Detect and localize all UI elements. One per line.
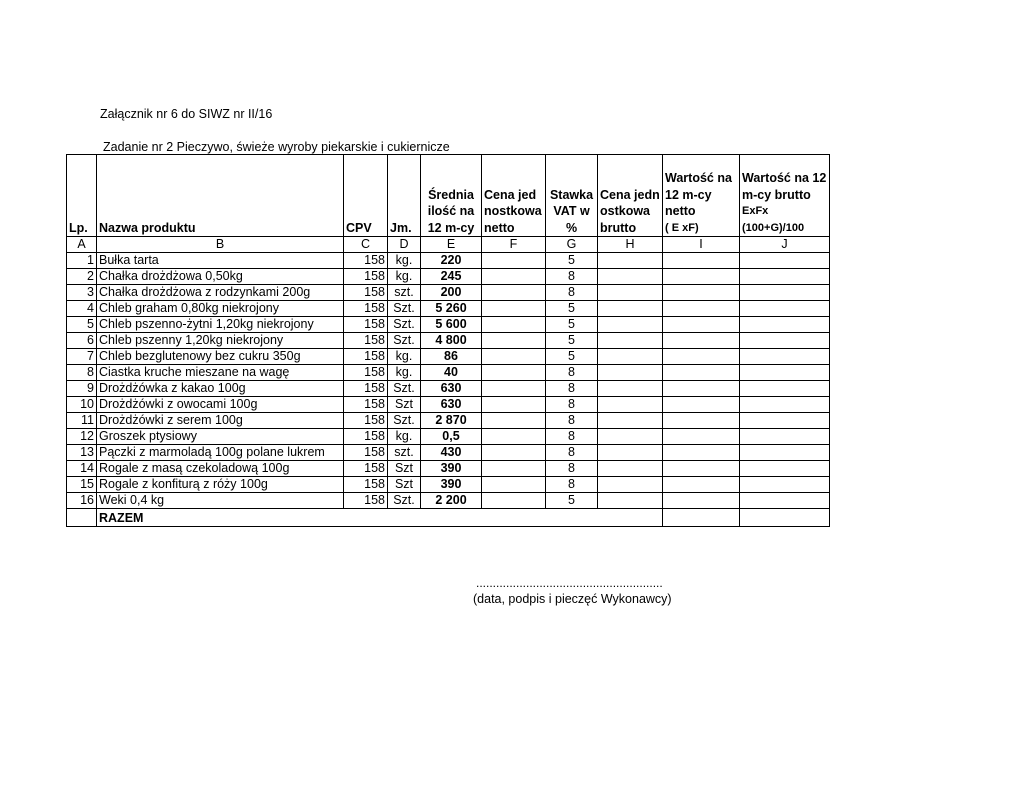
total-label: RAZEM <box>97 509 663 527</box>
row-value-net[interactable] <box>663 365 740 381</box>
row-value-net[interactable] <box>663 477 740 493</box>
row-qty: 200 <box>421 285 482 301</box>
row-value-net[interactable] <box>663 285 740 301</box>
row-unit-gross[interactable] <box>598 493 663 509</box>
total-row <box>67 509 830 527</box>
row-qty: 4 800 <box>421 333 482 349</box>
row-lp: 15 <box>67 477 97 493</box>
row-jm: szt. <box>388 445 421 461</box>
header-name: Nazwa produktu <box>97 155 344 237</box>
row-value-gross[interactable] <box>740 349 830 365</box>
row-lp: 6 <box>67 333 97 349</box>
header-value-net <box>663 155 740 237</box>
row-lp: 11 <box>67 413 97 429</box>
table-row <box>67 413 830 429</box>
row-value-gross[interactable] <box>740 397 830 413</box>
row-qty: 86 <box>421 349 482 365</box>
row-unit-net[interactable] <box>482 445 546 461</box>
row-name: Weki 0,4 kg <box>97 493 344 509</box>
row-unit-net[interactable] <box>482 461 546 477</box>
row-cpv: 158 <box>344 333 388 349</box>
row-name: Bułka tarta <box>97 253 344 269</box>
header-qty: Średnia ilość na 12 m-cy <box>421 155 482 237</box>
header-jm: Jm. <box>388 155 421 237</box>
total-value-net[interactable] <box>663 509 740 527</box>
header-value-net-label: Wartość na 12 m-cy netto <box>665 171 732 218</box>
table-row <box>67 317 830 333</box>
attachment-title: Załącznik nr 6 do SIWZ nr II/16 <box>100 107 273 121</box>
row-cpv: 158 <box>344 477 388 493</box>
row-lp: 7 <box>67 349 97 365</box>
row-cpv: 158 <box>344 269 388 285</box>
row-unit-gross[interactable] <box>598 365 663 381</box>
row-lp: 9 <box>67 381 97 397</box>
row-vat: 8 <box>546 365 598 381</box>
row-cpv: 158 <box>344 413 388 429</box>
row-name: Chleb bezglutenowy bez cukru 350g <box>97 349 344 365</box>
table-row <box>67 381 830 397</box>
table-row <box>67 285 830 301</box>
row-unit-net[interactable] <box>482 493 546 509</box>
row-unit-gross[interactable] <box>598 413 663 429</box>
row-value-gross[interactable] <box>740 445 830 461</box>
row-jm: Szt. <box>388 413 421 429</box>
row-vat: 5 <box>546 493 598 509</box>
row-jm: kg. <box>388 269 421 285</box>
row-value-gross[interactable] <box>740 461 830 477</box>
row-unit-gross[interactable] <box>598 349 663 365</box>
row-qty: 5 260 <box>421 301 482 317</box>
letter-a: A <box>67 237 97 253</box>
row-cpv: 158 <box>344 301 388 317</box>
row-unit-net[interactable] <box>482 381 546 397</box>
row-vat: 5 <box>546 333 598 349</box>
signature-line: ........................................................ <box>476 576 663 590</box>
letter-b: B <box>97 237 344 253</box>
total-value-gross[interactable] <box>740 509 830 527</box>
row-vat: 5 <box>546 317 598 333</box>
row-qty: 220 <box>421 253 482 269</box>
header-value-net-formula: ( E xF) <box>665 221 699 234</box>
row-value-gross[interactable] <box>740 269 830 285</box>
row-value-net[interactable] <box>663 253 740 269</box>
row-value-net[interactable] <box>663 493 740 509</box>
row-lp: 1 <box>67 253 97 269</box>
header-value-gross <box>740 155 830 237</box>
row-qty: 430 <box>421 445 482 461</box>
row-vat: 8 <box>546 285 598 301</box>
row-jm: Szt <box>388 461 421 477</box>
row-name: Rogale z masą czekoladową 100g <box>97 461 344 477</box>
letter-c: C <box>344 237 388 253</box>
row-unit-gross[interactable] <box>598 253 663 269</box>
row-jm: kg. <box>388 349 421 365</box>
row-lp: 10 <box>67 397 97 413</box>
row-lp: 16 <box>67 493 97 509</box>
row-vat: 8 <box>546 381 598 397</box>
row-unit-gross[interactable] <box>598 461 663 477</box>
row-value-gross[interactable] <box>740 317 830 333</box>
header-value-gross-formula-1: ExFx <box>742 205 769 217</box>
row-vat: 5 <box>546 349 598 365</box>
row-value-net[interactable] <box>663 301 740 317</box>
header-row <box>67 155 830 237</box>
row-jm: Szt. <box>388 317 421 333</box>
row-value-gross[interactable] <box>740 333 830 349</box>
row-lp: 8 <box>67 365 97 381</box>
header-vat: Stawka VAT w % <box>546 155 598 237</box>
row-unit-net[interactable] <box>482 413 546 429</box>
row-jm: Szt <box>388 397 421 413</box>
header-value-gross-label: Wartość na 12 m-cy brutto <box>742 171 827 202</box>
table-row <box>67 349 830 365</box>
row-unit-net[interactable] <box>482 253 546 269</box>
header-value-gross-formula-2: (100+G)/100 <box>742 221 805 234</box>
row-value-net[interactable] <box>663 269 740 285</box>
letter-j: J <box>740 237 830 253</box>
row-lp: 5 <box>67 317 97 333</box>
row-qty: 390 <box>421 477 482 493</box>
row-vat: 8 <box>546 413 598 429</box>
row-qty: 2 200 <box>421 493 482 509</box>
table-row <box>67 365 830 381</box>
row-jm: kg. <box>388 253 421 269</box>
row-vat: 8 <box>546 477 598 493</box>
row-qty: 5 600 <box>421 317 482 333</box>
row-jm: kg. <box>388 429 421 445</box>
row-cpv: 158 <box>344 397 388 413</box>
header-unit-gross: Cena jednostkowa brutto <box>598 155 663 237</box>
row-jm: kg. <box>388 365 421 381</box>
row-cpv: 158 <box>344 429 388 445</box>
row-qty: 40 <box>421 365 482 381</box>
row-vat: 5 <box>546 253 598 269</box>
price-table <box>66 154 830 527</box>
header-cpv: CPV <box>344 155 388 237</box>
row-value-net[interactable] <box>663 445 740 461</box>
row-cpv: 158 <box>344 365 388 381</box>
letter-e: E <box>421 237 482 253</box>
row-qty: 2 870 <box>421 413 482 429</box>
row-jm: Szt. <box>388 301 421 317</box>
row-unit-gross[interactable] <box>598 429 663 445</box>
row-cpv: 158 <box>344 349 388 365</box>
row-name: Chleb pszenny 1,20kg niekrojony <box>97 333 344 349</box>
row-value-net[interactable] <box>663 413 740 429</box>
row-unit-net[interactable] <box>482 317 546 333</box>
letter-g: G <box>546 237 598 253</box>
column-letters-row <box>67 237 830 253</box>
row-unit-gross[interactable] <box>598 397 663 413</box>
row-vat: 8 <box>546 269 598 285</box>
row-lp: 4 <box>67 301 97 317</box>
row-vat: 8 <box>546 445 598 461</box>
row-cpv: 158 <box>344 445 388 461</box>
row-value-gross[interactable] <box>740 381 830 397</box>
row-name: Groszek ptysiowy <box>97 429 344 445</box>
row-lp: 2 <box>67 269 97 285</box>
row-value-net[interactable] <box>663 349 740 365</box>
row-name: Chałka drożdżowa z rodzynkami 200g <box>97 285 344 301</box>
row-name: Chałka drożdżowa 0,50kg <box>97 269 344 285</box>
table-row <box>67 493 830 509</box>
row-jm: Szt. <box>388 381 421 397</box>
row-value-net[interactable] <box>663 317 740 333</box>
row-vat: 8 <box>546 429 598 445</box>
row-name: Drożdżówki z owocami 100g <box>97 397 344 413</box>
row-unit-gross[interactable] <box>598 477 663 493</box>
row-qty: 630 <box>421 397 482 413</box>
row-value-gross[interactable] <box>740 477 830 493</box>
row-value-gross[interactable] <box>740 253 830 269</box>
row-value-gross[interactable] <box>740 285 830 301</box>
row-vat: 8 <box>546 461 598 477</box>
row-qty: 245 <box>421 269 482 285</box>
row-unit-net[interactable] <box>482 269 546 285</box>
row-name: Rogale z konfiturą z róży 100g <box>97 477 344 493</box>
row-name: Drożdżówki z serem 100g <box>97 413 344 429</box>
total-spacer <box>67 509 97 527</box>
table-row <box>67 477 830 493</box>
row-unit-net[interactable] <box>482 349 546 365</box>
table-row <box>67 397 830 413</box>
task-title: Zadanie nr 2 Pieczywo, świeże wyroby piekarskie i cukiernicze <box>103 140 450 154</box>
row-jm: Szt. <box>388 493 421 509</box>
table-row <box>67 461 830 477</box>
row-name: Ciastka kruche mieszane na wagę <box>97 365 344 381</box>
row-name: Pączki z marmoladą 100g polane lukrem <box>97 445 344 461</box>
row-vat: 8 <box>546 397 598 413</box>
row-name: Chleb pszenno-żytni 1,20kg niekrojony <box>97 317 344 333</box>
letter-i: I <box>663 237 740 253</box>
row-value-gross[interactable] <box>740 429 830 445</box>
row-unit-gross[interactable] <box>598 269 663 285</box>
table-row <box>67 301 830 317</box>
row-cpv: 158 <box>344 461 388 477</box>
letter-d: D <box>388 237 421 253</box>
row-value-gross[interactable] <box>740 301 830 317</box>
letter-f: F <box>482 237 546 253</box>
row-unit-gross[interactable] <box>598 381 663 397</box>
row-qty: 630 <box>421 381 482 397</box>
row-cpv: 158 <box>344 381 388 397</box>
item-rows <box>67 253 830 509</box>
row-jm: Szt. <box>388 333 421 349</box>
row-unit-net[interactable] <box>482 301 546 317</box>
table-row <box>67 333 830 349</box>
table-row <box>67 269 830 285</box>
row-qty: 0,5 <box>421 429 482 445</box>
row-unit-net[interactable] <box>482 477 546 493</box>
table-row <box>67 429 830 445</box>
row-unit-gross[interactable] <box>598 301 663 317</box>
row-unit-net[interactable] <box>482 365 546 381</box>
row-jm: szt. <box>388 285 421 301</box>
row-unit-net[interactable] <box>482 333 546 349</box>
header-unit-net: Cena jednostkowa netto <box>482 155 546 237</box>
row-unit-gross[interactable] <box>598 333 663 349</box>
row-qty: 390 <box>421 461 482 477</box>
row-cpv: 158 <box>344 253 388 269</box>
row-value-gross[interactable] <box>740 493 830 509</box>
row-lp: 14 <box>67 461 97 477</box>
table-row <box>67 253 830 269</box>
row-unit-net[interactable] <box>482 397 546 413</box>
row-cpv: 158 <box>344 493 388 509</box>
row-value-gross[interactable] <box>740 413 830 429</box>
row-unit-gross[interactable] <box>598 445 663 461</box>
row-value-gross[interactable] <box>740 365 830 381</box>
table-row <box>67 445 830 461</box>
row-unit-net[interactable] <box>482 429 546 445</box>
row-lp: 3 <box>67 285 97 301</box>
row-lp: 12 <box>67 429 97 445</box>
row-value-net[interactable] <box>663 333 740 349</box>
signature-label: (data, podpis i pieczęć Wykonawcy) <box>473 592 672 606</box>
row-vat: 5 <box>546 301 598 317</box>
row-name: Chleb graham 0,80kg niekrojony <box>97 301 344 317</box>
row-unit-net[interactable] <box>482 285 546 301</box>
row-name: Drożdżówka z kakao 100g <box>97 381 344 397</box>
row-jm: Szt <box>388 477 421 493</box>
row-value-net[interactable] <box>663 397 740 413</box>
row-unit-gross[interactable] <box>598 285 663 301</box>
header-lp: Lp. <box>67 155 97 237</box>
row-value-net[interactable] <box>663 429 740 445</box>
row-unit-gross[interactable] <box>598 317 663 333</box>
letter-h: H <box>598 237 663 253</box>
row-value-net[interactable] <box>663 461 740 477</box>
row-cpv: 158 <box>344 285 388 301</box>
row-lp: 13 <box>67 445 97 461</box>
row-value-net[interactable] <box>663 381 740 397</box>
row-cpv: 158 <box>344 317 388 333</box>
